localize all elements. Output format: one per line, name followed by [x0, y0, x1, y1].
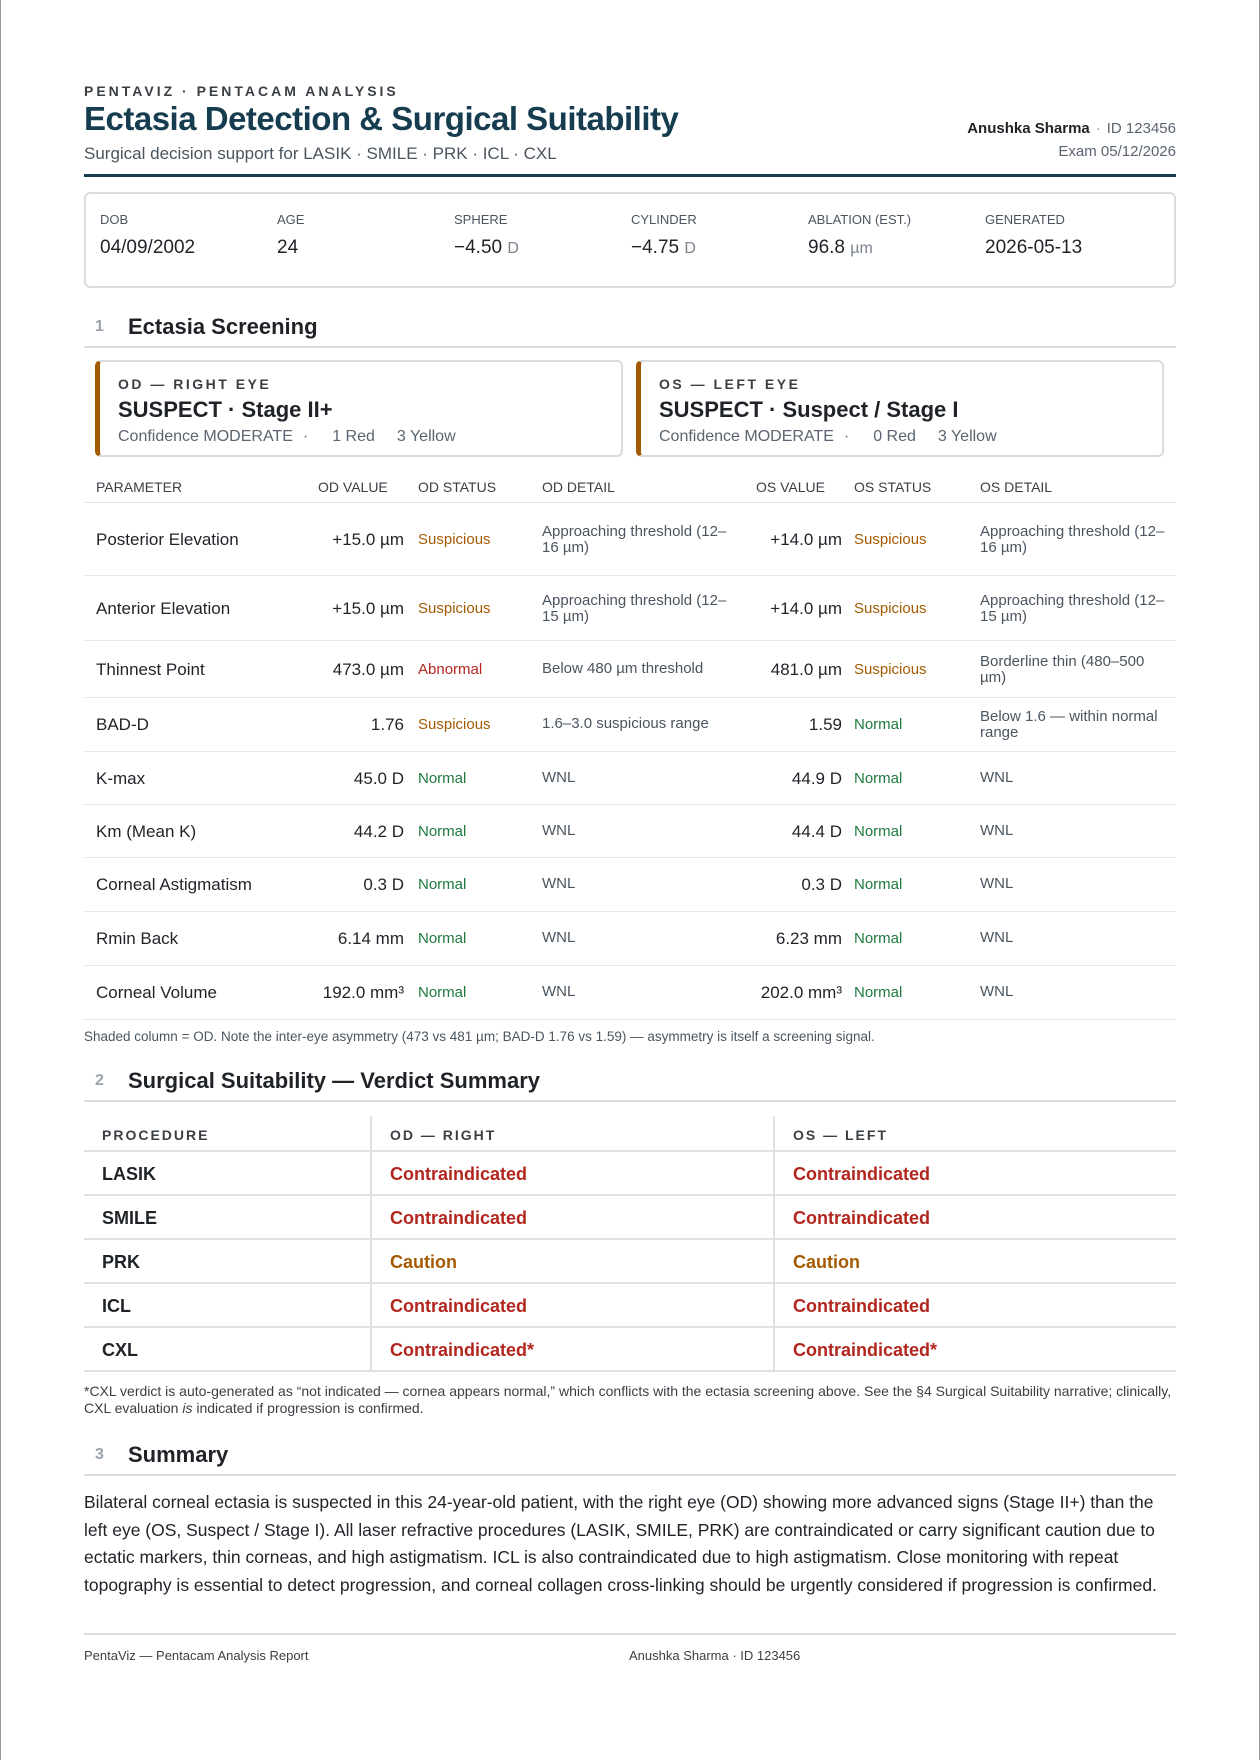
info-ablation: ABLATION (EST.) 96.8 µm — [808, 212, 912, 258]
os-detail: Below 1.6 — within normal range — [980, 708, 1158, 741]
od-status: Normal — [418, 822, 467, 840]
os-status: Normal — [854, 876, 903, 893]
exam-date: Exam 05/12/2026 — [1058, 143, 1176, 160]
verdict-row — [84, 1284, 1176, 1328]
table-row — [84, 576, 1176, 641]
param-name: Thinnest Point — [96, 659, 205, 679]
od-detail: Below 480 µm threshold — [542, 659, 704, 677]
od-verdict-cell: Contraindicated* — [390, 1340, 535, 1360]
os-value: 6.23 mm — [775, 929, 842, 948]
patient-summary-box — [84, 192, 1176, 288]
od-value: 473.0 µm — [332, 659, 404, 679]
od-eye-card: OD — RIGHT EYE SUSPECT · Stage II+ Confidence MODERATE · 1 Red 3 Yellow — [95, 360, 623, 457]
procedure-name: SMILE — [102, 1208, 158, 1228]
od-detail: WNL — [542, 768, 576, 786]
od-status: Normal — [418, 769, 467, 787]
parameter-table-header: PARAMETER OD VALUE OD STATUS OD DETAIL OS VALUE OS STATUS OS DETAIL — [84, 477, 1176, 503]
od-value: 1.76 — [370, 715, 404, 734]
verdict-row — [84, 1152, 1176, 1196]
os-value: 481.0 µm — [770, 659, 842, 679]
verdict-table-header: PROCEDURE OD — RIGHT OS — LEFT — [84, 1116, 1176, 1152]
os-detail: Approaching threshold (12–15 µm) — [980, 591, 1165, 625]
os-status: Suspicious — [854, 530, 927, 548]
od-value: +15.0 µm — [332, 529, 404, 549]
verdict-row — [84, 1196, 1176, 1240]
os-value: +14.0 µm — [770, 529, 842, 549]
param-name: Corneal Volume — [96, 983, 217, 1002]
table-row — [84, 912, 1176, 966]
od-verdict: SUSPECT · Stage II+ — [118, 397, 333, 422]
info-age: AGE 24 — [277, 212, 305, 258]
os-detail: WNL — [980, 875, 1014, 892]
summary-text: Bilateral corneal ectasia is suspected in this 24-year-old patient, with the right eye (OD) showing more advanced signs (Stage II+) than the left eye (OS, Suspect / Stage I). All laser refractive procedures (LASIK, SMILE, PRK) are contraindicated or carry significant caution due to ectatic markers, thin corneas, and high astigmatism. ICL is also contraindicated due to high astigmatism. Close monitoring with repeat topography is essential to detect progression, and corneal collagen cross-linking should be urgently considered if progression is confirmed. — [84, 1492, 1157, 1595]
table-row — [84, 698, 1176, 752]
table-row — [84, 641, 1176, 698]
od-status: Normal — [418, 876, 467, 893]
section-2-header — [84, 1070, 1176, 1102]
info-generated: GENERATED 2026-05-13 — [985, 212, 1083, 258]
page-title: Ectasia Detection & Surgical Suitability — [84, 100, 679, 137]
param-name: Corneal Astigmatism — [96, 875, 252, 894]
brand-label: PENTAVIZ · PENTACAM ANALYSIS — [84, 83, 399, 99]
os-value: +14.0 µm — [770, 598, 842, 618]
od-verdict-cell: Contraindicated — [390, 1208, 528, 1228]
os-eye-card: OS — LEFT EYE SUSPECT · Suspect / Stage I Confidence MODERATE · 0 Red 3 Yellow — [636, 360, 1164, 457]
os-detail: WNL — [980, 983, 1014, 1000]
patient-name: Anushka Sharma — [967, 120, 1090, 137]
os-value: 44.9 D — [791, 768, 842, 788]
footer-divider — [84, 1633, 1176, 1635]
od-verdict-cell: Contraindicated — [390, 1296, 528, 1316]
od-detail: WNL — [542, 821, 576, 839]
od-value: +15.0 µm — [332, 598, 404, 618]
param-name: Km (Mean K) — [96, 821, 197, 841]
od-detail: WNL — [542, 983, 576, 1000]
os-value: 44.4 D — [791, 821, 842, 841]
patient-info: Anushka Sharma · ID 123456 — [967, 120, 1176, 137]
os-status: Normal — [854, 984, 903, 1001]
os-verdict-cell: Contraindicated — [793, 1164, 931, 1184]
os-detail: WNL — [980, 929, 1014, 946]
patient-id: ID 123456 — [1106, 120, 1176, 137]
procedure-name: LASIK — [102, 1164, 156, 1184]
procedure-name: PRK — [102, 1252, 141, 1272]
param-name: K-max — [96, 768, 146, 788]
verdict-row — [84, 1328, 1176, 1372]
section-number: 3 — [95, 1446, 104, 1463]
verdict-row — [84, 1240, 1176, 1284]
procedure-name: CXL — [102, 1340, 138, 1360]
od-detail: WNL — [542, 929, 576, 946]
section-1-header — [84, 316, 1176, 348]
od-verdict-cell: Contraindicated — [390, 1164, 528, 1184]
os-value: 202.0 mm³ — [760, 983, 842, 1002]
od-status: Suspicious — [418, 530, 491, 548]
od-status: Suspicious — [418, 716, 491, 733]
od-detail: Approaching threshold (12–16 µm) — [542, 522, 727, 556]
section-number: 2 — [95, 1072, 104, 1089]
os-status: Normal — [854, 930, 903, 947]
section-title: Ectasia Screening — [128, 314, 318, 339]
od-status: Normal — [418, 984, 467, 1001]
os-verdict-cell: Contraindicated — [793, 1296, 931, 1316]
od-value: 44.2 D — [353, 821, 404, 841]
procedure-name: ICL — [102, 1296, 131, 1316]
page-subtitle: Surgical decision support for LASIK · SMILE · PRK · ICL · CXL — [84, 144, 557, 163]
od-value: 45.0 D — [353, 768, 404, 788]
od-value: 6.14 mm — [337, 929, 404, 948]
os-detail: Borderline thin (480–500 µm) — [980, 652, 1145, 686]
os-status: Normal — [854, 769, 903, 787]
os-verdict-cell: Contraindicated — [793, 1208, 931, 1228]
param-name: Posterior Elevation — [96, 529, 239, 549]
os-status: Normal — [854, 716, 903, 733]
os-verdict-cell: Caution — [793, 1252, 860, 1272]
table-row — [84, 752, 1176, 805]
param-name: BAD-D — [96, 715, 149, 734]
os-detail: WNL — [980, 768, 1014, 786]
section-title: Summary — [128, 1442, 229, 1467]
os-detail: Approaching threshold (12–16 µm) — [980, 522, 1165, 556]
param-name: Anterior Elevation — [96, 598, 231, 618]
os-status: Normal — [854, 822, 903, 840]
od-status: Suspicious — [418, 599, 491, 617]
os-detail: WNL — [980, 821, 1014, 839]
od-status: Abnormal — [418, 660, 483, 678]
section-number: 1 — [95, 318, 104, 335]
cxl-footnote: *CXL verdict is auto-generated as “not indicated — cornea appears normal,” which conflicts with the ectasia screening above. See the §4 Surgical Suitability narrative; clinically, CXL evaluation is indicated if progression is confirmed. — [84, 1383, 1172, 1416]
os-verdict-cell: Contraindicated* — [793, 1340, 938, 1360]
table-row — [84, 805, 1176, 858]
info-cylinder: CYLINDER −4.75 D — [631, 212, 697, 258]
od-detail: 1.6–3.0 suspicious range — [542, 715, 709, 732]
footer-patient: Anushka Sharma · ID 123456 — [629, 1648, 801, 1663]
od-status: Normal — [418, 930, 467, 947]
header-divider — [84, 174, 1176, 177]
os-value: 1.59 — [808, 715, 842, 734]
section-title: Surgical Suitability — Verdict Summary — [128, 1068, 541, 1093]
info-dob: DOB 04/09/2002 — [100, 212, 196, 258]
table-note: Shaded column = OD. Note the inter-eye asymmetry (473 vs 481 µm; BAD-D 1.76 vs 1.59) — asymmetry is itself a screening signal. — [84, 1029, 875, 1044]
os-verdict: SUSPECT · Suspect / Stage I — [659, 397, 959, 422]
os-status: Suspicious — [854, 599, 927, 617]
table-row — [84, 858, 1176, 912]
od-detail: Approaching threshold (12–15 µm) — [542, 591, 727, 625]
footer-report-name: PentaViz — Pentacam Analysis Report — [84, 1648, 309, 1663]
table-row — [84, 503, 1176, 576]
param-name: Rmin Back — [96, 929, 179, 948]
os-status: Suspicious — [854, 660, 927, 678]
od-value: 192.0 mm³ — [322, 983, 404, 1002]
table-row — [84, 966, 1176, 1020]
section-3-header — [84, 1444, 1176, 1476]
os-value: 0.3 D — [801, 875, 842, 894]
od-detail: WNL — [542, 875, 576, 892]
od-value: 0.3 D — [363, 875, 404, 894]
od-verdict-cell: Caution — [390, 1252, 457, 1272]
info-sphere: SPHERE −4.50 D — [454, 212, 519, 258]
